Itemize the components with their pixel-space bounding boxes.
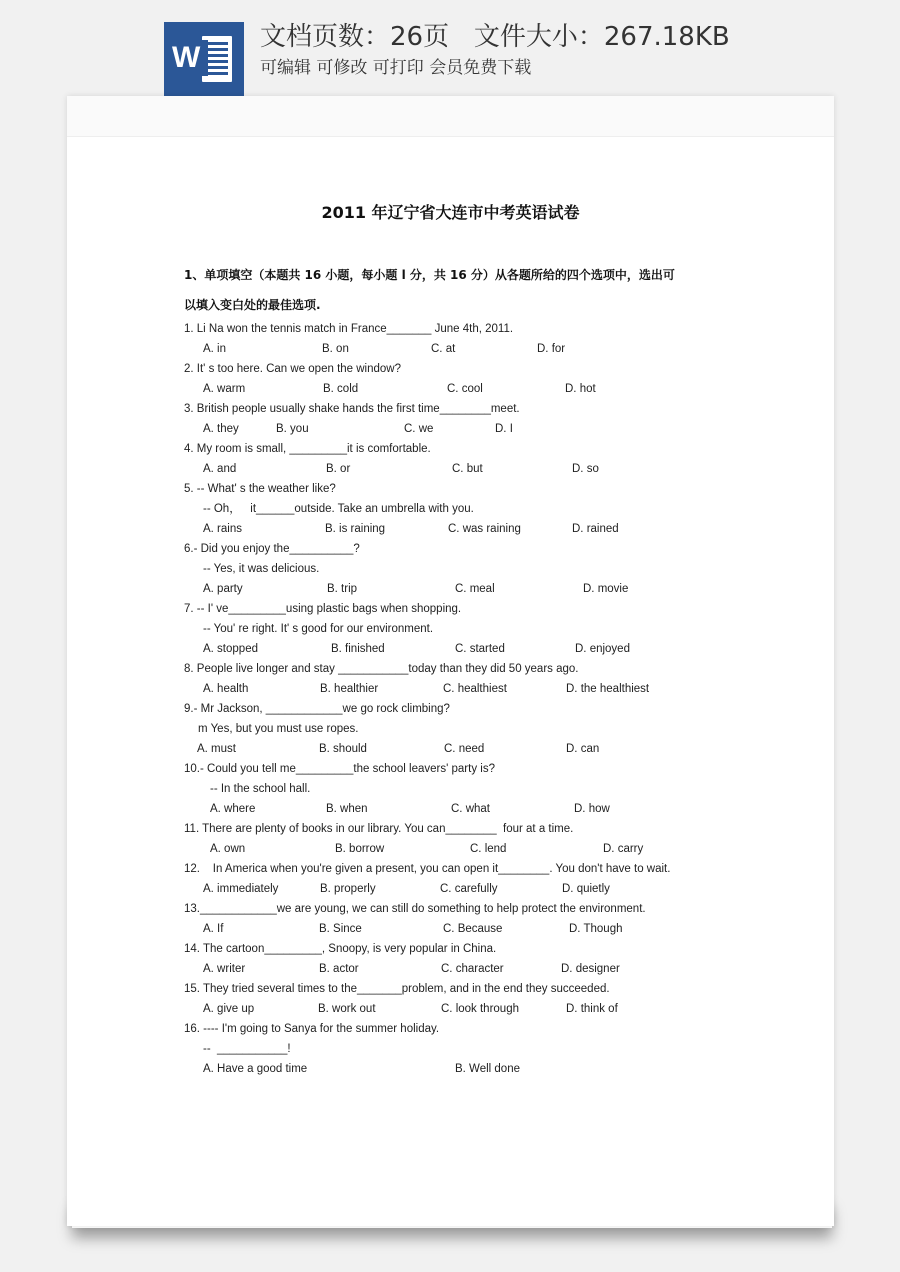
question-text: 3. British people usually shake hands the first time________meet.	[184, 403, 520, 415]
answer-option: C. but	[452, 463, 483, 475]
answer-option: B. when	[326, 803, 368, 815]
answer-option: A. health	[203, 683, 249, 695]
question-text: 10.- Could you tell me_________the school leavers' party is?	[184, 763, 495, 775]
answer-option: A. and	[203, 463, 237, 475]
answer-option: B. cold	[323, 383, 359, 395]
answer-option: C. what	[451, 803, 490, 815]
question-text: 8. People live longer and stay ___________today than they did 50 years ago.	[184, 663, 579, 675]
answer-option: D. so	[572, 463, 599, 475]
answer-option: C. at	[431, 343, 456, 355]
question-text: 15. They tried several times to the_______problem, and in the end they succeeded.	[184, 983, 610, 995]
answer-option: D. I	[495, 423, 513, 435]
answer-option: D. think of	[566, 1003, 618, 1015]
answer-option: A. they	[203, 423, 239, 435]
answer-option: B. work out	[318, 1003, 376, 1015]
answer-option: D. Though	[569, 923, 623, 935]
answer-option: D. designer	[561, 963, 620, 975]
answer-option: B. properly	[320, 883, 376, 895]
download-banner	[0, 0, 900, 96]
document-page	[67, 96, 834, 1226]
answer-option: D. movie	[583, 583, 629, 595]
answer-option: A. immediately	[203, 883, 279, 895]
answer-option: C. need	[444, 743, 485, 755]
answer-option: B. trip	[327, 583, 358, 595]
word-document-icon	[164, 22, 244, 96]
answer-option: D. carry	[603, 843, 644, 855]
answer-option: A. party	[203, 583, 243, 595]
question-dialogue-line: -- ___________!	[203, 1043, 291, 1055]
question-text: 2. It' s too here. Can we open the window?	[184, 363, 401, 375]
answer-option: C. meal	[455, 583, 495, 595]
question-text: 9.- Mr Jackson, ____________we go rock climbing?	[184, 703, 450, 715]
question-dialogue-line: -- You' re right. It' s good for our environment.	[203, 623, 434, 635]
question-text: 16. ---- I'm going to Sanya for the summer holiday.	[184, 1023, 440, 1035]
answer-option: B. actor	[319, 963, 359, 975]
question-text: 7. -- I' ve_________using plastic bags when shopping.	[184, 603, 462, 615]
question-text: 1. Li Na won the tennis match in France_______ June 4th, 2011.	[184, 323, 514, 335]
file-features: 可编辑 可修改 可打印 会员免费下载	[260, 58, 532, 78]
answer-option: C. lend	[470, 843, 507, 855]
question-dialogue-line: -- In the school hall.	[210, 783, 311, 795]
answer-option: A. stopped	[203, 643, 258, 655]
answer-option: B. borrow	[335, 843, 385, 855]
answer-option: C. cool	[447, 383, 483, 395]
answer-option: A. writer	[203, 963, 246, 975]
answer-option: C. character	[441, 963, 504, 975]
answer-option: D. hot	[565, 383, 596, 395]
answer-option: A. warm	[203, 383, 246, 395]
answer-option: A. If	[203, 923, 224, 935]
question-dialogue-line: -- Oh， it______outside. Take an umbrella with you.	[203, 503, 474, 515]
answer-option: A. Have a good time	[203, 1063, 308, 1075]
question-text: 5. -- What' s the weather like?	[184, 483, 336, 495]
answer-option: A. in	[203, 343, 227, 355]
question-text: 6.- Did you enjoy the__________?	[184, 543, 360, 555]
answer-option: B. Well done	[455, 1063, 520, 1075]
answer-option: B. on	[322, 343, 349, 355]
answer-option: A. own	[210, 843, 246, 855]
answer-option: B. or	[326, 463, 351, 475]
answer-option: A. where	[210, 803, 256, 815]
answer-option: C. Because	[443, 923, 503, 935]
answer-option: A. must	[197, 743, 236, 755]
answer-option: D. how	[574, 803, 610, 815]
answer-option: D. rained	[572, 523, 619, 535]
word-logo-letter: W	[172, 40, 208, 76]
question-list	[67, 96, 834, 1226]
answer-option: C. started	[455, 643, 505, 655]
question-text: 12. In America when you're given a present, you can open it________. You don't have to wait.	[184, 863, 671, 875]
answer-option: B. is raining	[325, 523, 386, 535]
question-text: 4. My room is small, _________it is comfortable.	[184, 443, 431, 455]
question-text: 14. The cartoon_________, Snoopy, is very popular in China.	[184, 943, 497, 955]
answer-option: A. give up	[203, 1003, 255, 1015]
question-dialogue-line: -- Yes, it was delicious.	[203, 563, 320, 575]
answer-option: D. for	[537, 343, 566, 355]
answer-option: B. healthier	[320, 683, 379, 695]
section-instruction-cont: 以填入变白处的最佳选项.	[184, 298, 321, 312]
document-title: 2011 年辽宁省大连市中考英语试卷	[321, 203, 580, 222]
question-text: 11. There are plenty of books in our library. You can________ four at a time.	[184, 823, 574, 835]
answer-option: D. enjoyed	[575, 643, 630, 655]
answer-option: B. you	[276, 423, 309, 435]
answer-option: D. the healthiest	[566, 683, 650, 695]
answer-option: B. should	[319, 743, 367, 755]
file-info: 文档页数：26页 文件大小：267.18KB	[260, 22, 730, 52]
answer-option: D. can	[566, 743, 600, 755]
answer-option: C. we	[404, 423, 434, 435]
answer-option: C. look through	[441, 1003, 519, 1015]
question-dialogue-line: m Yes, but you must use ropes.	[198, 723, 359, 735]
answer-option: C. healthiest	[443, 683, 507, 695]
answer-option: D. quietly	[562, 883, 610, 895]
section-instruction: 1、单项填空（本题共 16 小题，每小题 l 分，共 16 分）从各题所给的四个选项中，选出可	[184, 268, 675, 282]
question-text: 13.____________we are young, we can still do something to help protect the environment.	[184, 903, 646, 915]
answer-option: C. was raining	[448, 523, 521, 535]
answer-option: C. carefully	[440, 883, 498, 895]
answer-option: B. finished	[331, 643, 385, 655]
answer-option: A. rains	[203, 523, 242, 535]
answer-option: B. Since	[319, 923, 362, 935]
